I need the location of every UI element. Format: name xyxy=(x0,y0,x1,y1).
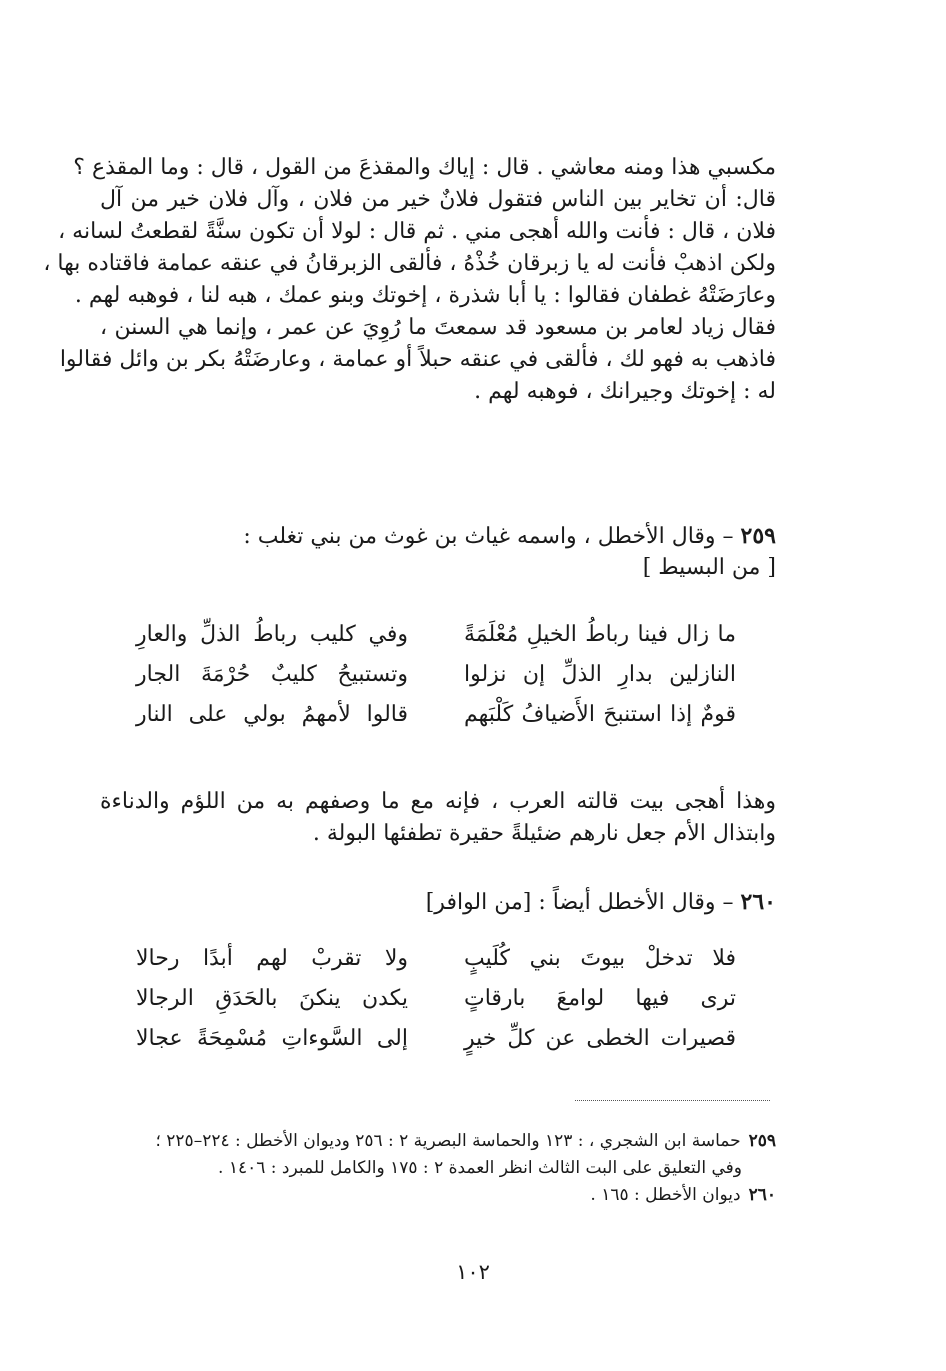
verse xyxy=(136,702,736,742)
footnote-text: حماسة ابن الشجري ، : ١٢٣ والحماسة البصرية ٢ : ٢٥٦ وديوان الأخطل : ٢٢٤–٢٢٥ ؛ xyxy=(155,1131,741,1151)
poem-intro: – وقال الأخطل ، واسمه غياث بن غوث من بني تغلب : xyxy=(243,524,741,549)
verse-second-hemistich: يكدن ينكنَ بالحَدَقِ الرجالا xyxy=(136,986,408,1011)
meter-label: [ من البسيط ] xyxy=(642,555,776,580)
footnote-number: ٢٦٠ xyxy=(748,1185,776,1205)
poem-260-verses xyxy=(136,946,736,1066)
footnote xyxy=(100,1155,776,1182)
verse-second-hemistich: قالوا لأمهمُ بولي على النار xyxy=(136,702,408,727)
verse-first-hemistich: النازلين بدارِ الذلِّ إن نزلوا xyxy=(464,662,736,687)
page-number: ١٠٢ xyxy=(456,1260,490,1284)
footnote-number: ٢٥٩ xyxy=(748,1131,776,1151)
footnote-divider xyxy=(575,1100,770,1101)
text-line: له : إخوتك وجيرانك ، فوهبه لهم . xyxy=(474,379,776,404)
footnotes xyxy=(100,1128,776,1209)
verse-first-hemistich: ترى فيها لوامعَ بارقاتٍ xyxy=(464,986,736,1011)
text-line: فاذهب به فهو لك ، فألقى في عنقه حبلاً أو عمامة ، وعارضَتْهُ بكر بن وائل فقالوا xyxy=(59,347,776,372)
meter-label: [من الوافر] xyxy=(425,890,532,915)
verse xyxy=(136,622,736,662)
text-line: مكسبي هذا ومنه معاشي . قال : إياك والمقذعَ من القول ، قال : وما المقذع ؟ xyxy=(73,155,776,180)
text-line: فقال زياد لعامر بن مسعود قد سمعتَ ما رُوِيَ عن عمر ، وإنما هي السنن ، xyxy=(100,315,776,340)
footnote xyxy=(100,1182,776,1209)
verse xyxy=(136,986,736,1026)
poem-259-verses xyxy=(136,622,736,742)
poem-number: ٢٦٠ xyxy=(740,889,776,915)
footnote-text: وفي التعليق على البت الثالث انظر العمدة ٢ : ١٧٥ والكامل للمبرد : ١٤٠٦ . xyxy=(218,1158,742,1178)
poem-260-heading xyxy=(100,886,776,918)
text-line: قال: أن تخاير بين الناس فتقول فلانٌ خير من فلان ، وآل فلان خير من آل xyxy=(100,187,776,212)
text-line: فلان ، قال : فأنت والله أهجى مني . ثم قال : لولا أن تكون سنَّةً لقطعتُ لسانه ، xyxy=(58,219,776,244)
verse-second-hemistich: إلى السَّوءاتِ مُسْمِحَةً عجالا xyxy=(136,1026,408,1051)
verse-first-hemistich: فلا تدخلْ بيوتَ بني كُلَيبٍ xyxy=(464,946,736,971)
poem-259-heading xyxy=(100,520,776,584)
text-line: وابتذال الأم جعل نارهم ضئيلةً حقيرة تطفئها البولة . xyxy=(312,821,776,846)
verse-second-hemistich: وتستبيحُ كليبٌ حُرْمَةَ الجار xyxy=(136,662,408,687)
verse xyxy=(136,662,736,702)
footnote-text: ديوان الأخطل : ١٦٥ . xyxy=(590,1185,741,1205)
text-line: وهذا أهجى بيت قالته العرب ، فإنه مع ما وصفهم به من اللؤم والدناءة xyxy=(100,789,776,814)
verse-second-hemistich: وفي كليب رباطُ الذلِّ والعارِ xyxy=(136,622,408,647)
footnote xyxy=(100,1128,776,1155)
poem-number: ٢٥٩ xyxy=(740,523,776,549)
text-line: وعارَضَتْهُ غطفان فقالوا : يا أبا شذرة ، إخوتك وبنو عمك ، هبه لنا ، فوهبه لهم . xyxy=(74,283,776,308)
verse xyxy=(136,1026,736,1066)
commentary-paragraph xyxy=(100,786,776,850)
verse-first-hemistich: ما زال فينا رباطُ الخيلِ مُعْلَمَةً xyxy=(464,622,736,647)
intro-paragraph xyxy=(43,152,776,408)
text-line: ولكن اذهبْ فأنت له يا زبرقان خُذْهُ ، فألقى الزبرقانُ في عنقه عمامة فاقتاده بها ، xyxy=(43,251,776,276)
verse xyxy=(136,946,736,986)
verse-first-hemistich: قصيرات الخطى عن كلِّ خيرٍ xyxy=(464,1026,736,1051)
verse-second-hemistich: ولا تقربْ لهم أبدًا رحالا xyxy=(136,946,408,971)
poem-intro: – وقال الأخطل أيضاً : xyxy=(531,890,741,915)
verse-first-hemistich: قومٌ إذا استنبحَ الأَضيافُ كَلْبَهم xyxy=(464,702,736,727)
